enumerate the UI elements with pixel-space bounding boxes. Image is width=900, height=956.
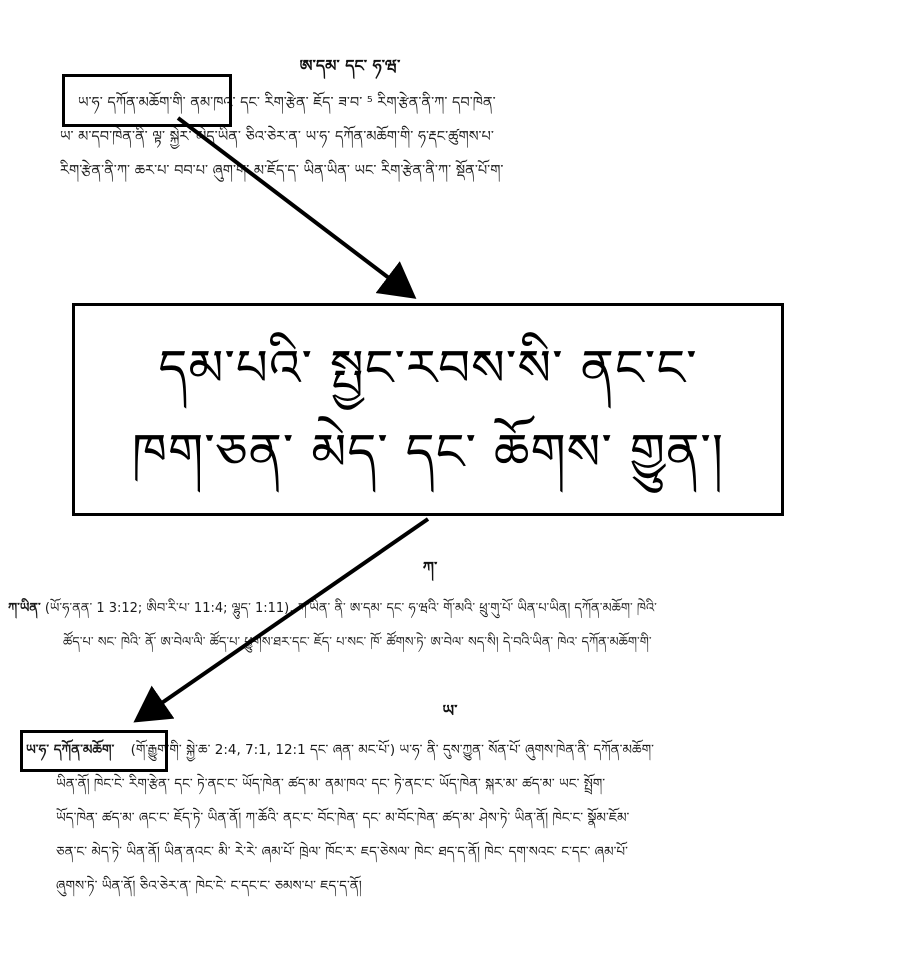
paragraph-line: རིག་རྩེན་ནི་ཀ་ ཆར་པ་ བབ་པ་ ཞུག་ག་ མ་ཇོད་ད་ ཡིན་ཡིན་ ཡང་ རིག་རྩེན་ནི་ཀ་ སྡོན་པོ་ག་	[60, 163, 504, 179]
paragraph-line: ཚོད་པ་ སང་ ཁེའི་ ནོ་ ཨ་བེལ་ལི་ ཚོད་པ་ ཕྱུགས་ཐར་དང་ ཇོད་ པ་སང་ ཁོ་ ཚོགས་ཏེ་ ཨ་བེལ་ སད་སི། དེ་བའི་ཡིན་ ཁེའ་ དཀོན་མཆོག་གི་	[63, 635, 652, 650]
section-heading-ka: ཀ་	[422, 558, 438, 577]
paragraph-line: ཡ་ཧ་ དཀོན་མཆོག་གི་ ནམ་ཁའ་ དང་ རིག་རྩེན་ ཇོད་ ཟ་བ་ ⁵ རིག་རྩེན་ནི་ཀ་ དབ་ཁེན་	[78, 95, 496, 111]
paragraph-line: ཡ་ མ་དབ་ཁེན་ནི་ ལྟ་ སྐྱེར་ མེད་ཡིན་ ཅིའ་ཅེར་ན་ ཡ་ཧ་ དཀོན་མཆོག་གི་ ཧ་རྡང་ཚུགས་པ་	[60, 129, 494, 145]
paragraph-line: ཞུགས་ཏེ་ ཡིན་ནོ། ཅིའ་ཅེར་ན་ ཁེང་ངེ་ ང་དང་ང་ ཅམས་པ་ ཇད་ད་ནོ།	[56, 878, 362, 894]
entry-text: (ཡོ་ཧ་ནན་ 1 3:12; ཨིབ་རི་པ་ 11:4; ལྷུད་ 1:11), ཀ་ཡིན་ ནི་ ཨ་དམ་ དང་ ཧ་ཝའི་ གོ་མའི་ ཕྲུ་གུ་པོ་ ཡིན་པ་ཡིན། དཀོན་མཆོག་ ཁེའི་	[44, 601, 657, 616]
entry-term-ya: ཡ་ཧ་ དཀོན་མཆོག་	[26, 742, 115, 758]
entry-term-ka: ཀ་ཡིན་	[8, 601, 41, 616]
zoomed-text-line-2: ཁག་ཅན་ མེད་ དང་ ཆོགས་ གྱུན་།	[132, 422, 724, 481]
entry-text: (གོ་རྒྱུག་གི་ སྐྱེ་ཆ་ 2:4, 7:1, 12:1 དང་ ཞན་ མང་པོ་) ཡ་ཧ་ ནི་ དུས་ཀྱུན་ སོན་པོ་ ཞུགས་ཁེན་ནི་ དཀོན་མཆོག་	[130, 742, 654, 758]
arrow-icon-bottom	[140, 519, 428, 718]
paragraph-line: ཅན་ང་ མེད་ཏེ་ ཡིན་ནོ། ཡིན་ནའང་ མི་ རེ་རེ་ ཞམ་པོ་ ཁྲེལ་ ཁོང་ར་ ཇད་ཅེསལ་ ཁེང་ ཐད་ད་ནོ། ཁེང་ དག་སའང་ ང་དང་ ཞམ་པོ་	[56, 844, 628, 860]
arrow-icon-top	[178, 118, 410, 294]
zoomed-text-line-1: དམ་པའི་ སྤྱང་རབས་སི་ ནང་ང་	[158, 338, 698, 397]
paragraph-line: ཡོད་ཁེན་ ཚད་མ་ ཞང་ང་ ཇོད་ཏེ་ ཡིན་ནོ། ཀ་ཆོའི་ ནང་ང་ བོང་ཁེན་ དང་ མ་བོང་ཁེན་ ཚད་མ་ ཤེས་ཏེ་ ཡིན་ནོ། ཁེང་ང་ སྣོམ་ཇོམ་	[56, 810, 630, 826]
paragraph-line: ཡིན་ནོ། ཁེང་ངེ་ རིག་རྩེན་ དང་ ཏེ་ནང་ང་ ཡོད་ཁེན་ ཚད་མ་ ནམ་ཁའ་ དང་ ཏེ་ནང་ང་ ཡོད་ཁེན་ སྐར་མ་ ཚད་མ་ ཡང་ སྤྲོག་	[56, 776, 606, 792]
section-heading-ya: ཡ་	[442, 701, 458, 720]
section-heading-adam-hawa: ཨ་དམ་ དང་ ཧ་ཝ་	[299, 56, 401, 75]
